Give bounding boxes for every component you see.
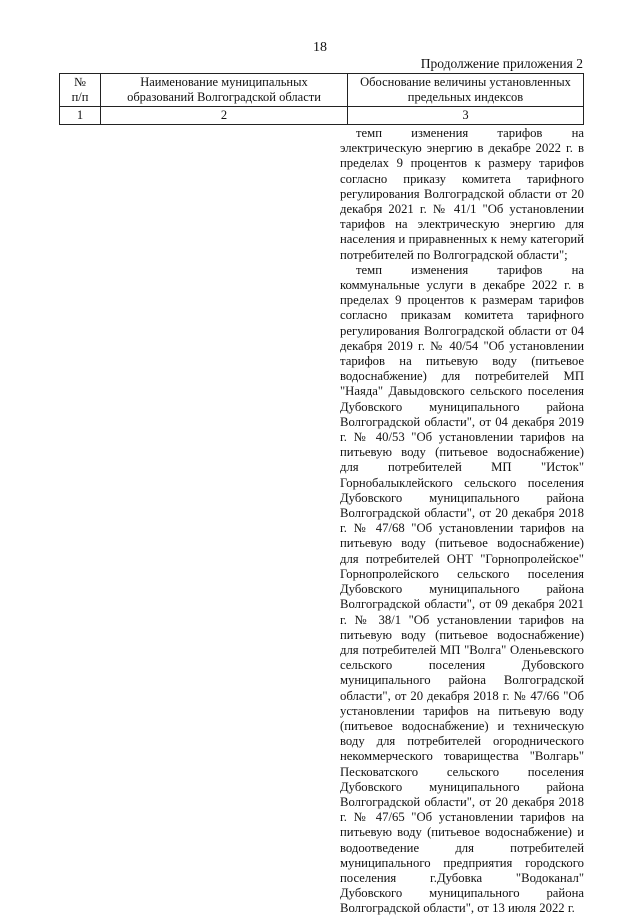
col-number-line-2: п/п (71, 90, 89, 104)
column-number-1: 1 (60, 107, 101, 125)
paragraph-utilities: темп изменения тарифов на коммунальные услуги в декабре 2022 г. в пределах 9 процентов к размерам тарифов согласно приказам комитета тарифного регулирования Волгоградской области от 04 декабря 2019 г. № 40/54 "Об установлении тарифов на питьевую воду (питьевое водоснабжение) для потребителей МП "Наяда" Давыдовского сельского поселения Дубовского муниципального района Волгоградской области", от 04 декабря 2019 г. № 40/53 "Об установлении тарифов на питьевую воду (питьевое водоснабжение) для потребителей МП "Исток" Горнобалыклейского сельского поселения Дубовского муниципального района Волгоградской области", от 20 декабря 2018 г. № 47/68 "Об установлении тарифов на питьевую воду (питьевое водоснабжение) для потребителей ОНТ "Горнопролейское" Горнопролейского сельского поселения Дубовского муниципального района Волгоградской области", от 09 декабря 2021 г. № 38/1 "Об установлении тарифов на питьевую воду (питьевое водоснабжение) для потребителей МП "Волга" Оленьевского сельского поселения Дубовского муниципального района Волгоградской области", от 20 декабря 2018 г. № 47/66 "Об установлении тарифов на питьевую воду (питьевое водоснабжение) и техническую воду для потребителей огороднического некоммерческого товарищества "Волгарь" Песковатского сельского поселения Дубовского муниципального района Волгоградской области", от 20 декабря 2018 г. № 47/65 "Об установлении тарифов на питьевую воду (питьевое водоснабжение) и водоотведение для потребителей муниципального предприятия городского поселения г.Дубовка "Водоканал" Дубовского муниципального района Волгоградской области", от 13 июля 2022 г. (340, 262, 584, 916)
table-header-row (60, 74, 584, 107)
page-number: 18 (313, 40, 327, 55)
col-number-header (60, 74, 101, 107)
col-municipality-line-1: Наименование муниципальных (140, 75, 308, 89)
col-municipality-line-2: образований Волгоградской области (127, 90, 321, 104)
justification-text (340, 126, 584, 917)
table-column-numbers-row (60, 107, 584, 125)
col-justification-line-1: Обоснование величины установленных (360, 75, 571, 89)
col-justification-header (348, 74, 584, 107)
column-number-2: 2 (101, 107, 348, 125)
col-municipality-header (101, 74, 348, 107)
column-number-3: 3 (348, 107, 584, 125)
col-number-line-1: № (74, 75, 86, 89)
continuation-label: Продолжение приложения 2 (420, 56, 583, 71)
col-justification-line-2: предельных индексов (407, 90, 524, 104)
header-table (59, 73, 584, 125)
paragraph-electricity: темп изменения тарифов на электрическую энергию в декабре 2022 г. в пределах 9 процентов к размеру тарифов согласно приказу комитета тарифного регулирования Волгоградской области от 20 декабря 2021 г. № 41/1 "Об установлении тарифов на электрическую энергию для населения и приравненных к нему категорий потребителей по Волгоградской области"; (340, 126, 584, 262)
